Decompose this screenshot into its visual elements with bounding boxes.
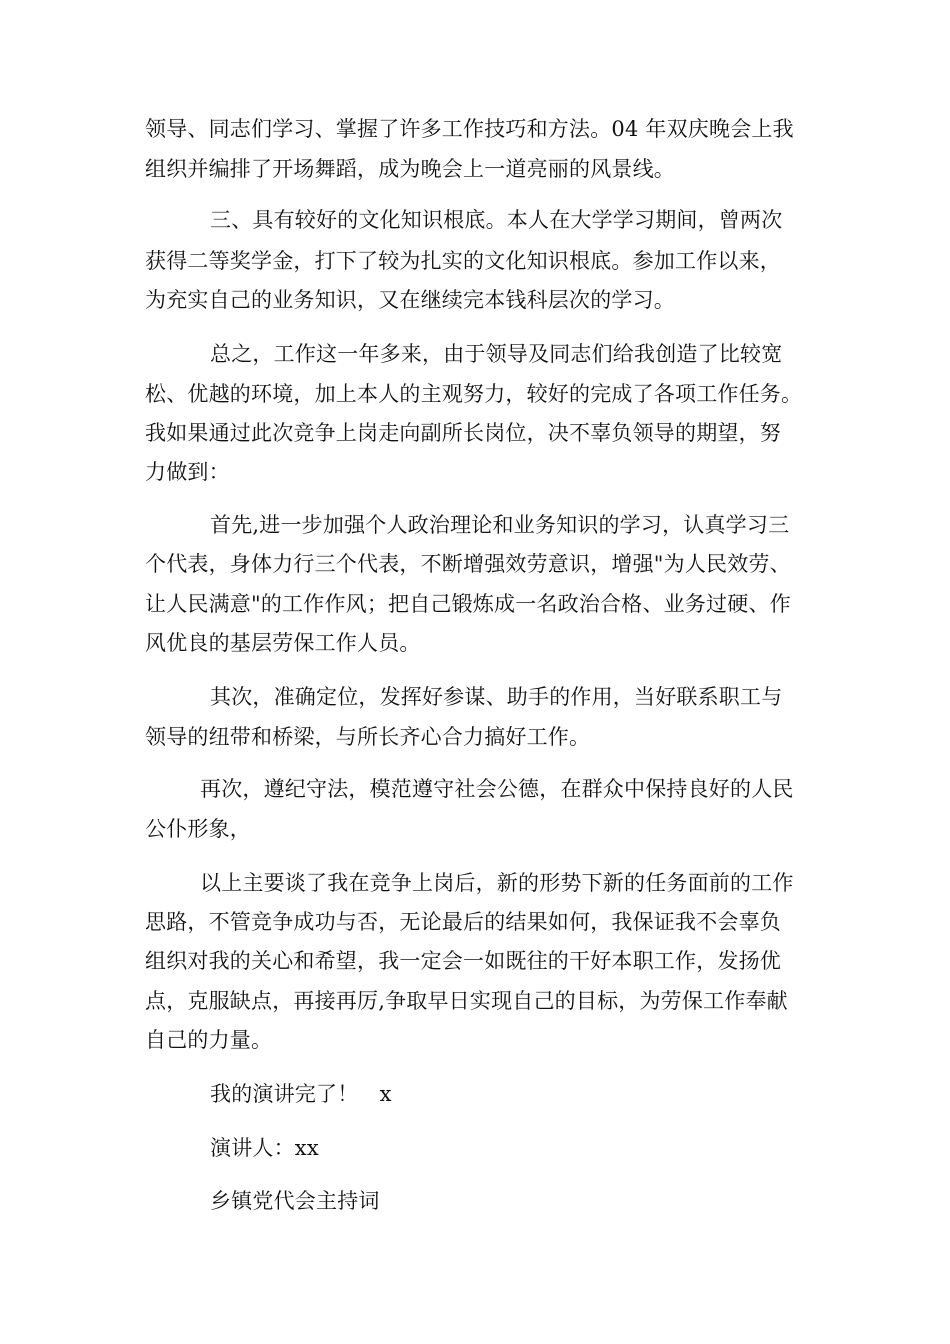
speaker-line: 演讲人：xx (210, 1136, 319, 1160)
paragraph-7-line-2: 思路，不管竞争成功与否，无论最后的结果如何，我保证我不会辜负 (145, 910, 781, 934)
paragraph-2-line-3: 为充实自己的业务知识，又在继续完本钱科层次的学习。 (145, 288, 675, 312)
paragraph-2-line-1: 三、具有较好的文化知识根底。本人在大学学习期间，曾两次 (210, 208, 783, 232)
paragraph-7-line-5: 自己的力量。 (145, 1028, 273, 1052)
paragraph-1-line-1: 领导、同志们学习、掌握了许多工作技巧和方法。04 年双庆晚会上我 (145, 117, 794, 141)
closing-statement: 我的演讲完了！ x (210, 1082, 392, 1106)
paragraph-4-line-1: 首先,进一步加强个人政治理论和业务知识的学习，认真学习三 (210, 513, 790, 537)
paragraph-3-line-1: 总之，工作这一年多来，由于领导及同志们给我创造了比较宽 (210, 342, 783, 366)
paragraph-5-line-1: 其次，准确定位，发挥好参谋、助手的作用，当好联系职工与 (210, 685, 783, 709)
paragraph-4-line-3: 让人民满意"的工作作风；把自己锻炼成一名政治合格、业务过硬、作 (145, 592, 791, 616)
paragraph-6-line-2: 公仆形象， (145, 817, 251, 841)
paragraph-7-line-3: 组织对我的关心和希望，我一定会一如既往的干好本职工作，发扬优 (145, 949, 781, 973)
paragraph-4-line-2: 个代表，身体力行三个代表，不断增强效劳意识，增强"为人民效劳、 (145, 552, 791, 576)
paragraph-7-line-4: 点，克服缺点，再接再厉,争取早日实现自己的目标，为劳保工作奉献 (145, 989, 788, 1013)
next-section-title: 乡镇党代会主持词 (210, 1189, 380, 1213)
paragraph-7-line-1: 以上主要谈了我在竞争上岗后，新的形势下新的任务面前的工作 (200, 871, 794, 895)
paragraph-3-line-3: 我如果通过此次竞争上岗走向副所长岗位，决不辜负领导的期望，努 (145, 421, 781, 445)
paragraph-2-line-2: 获得二等奖学金，打下了较为扎实的文化知识根底。参加工作以来， (145, 249, 781, 273)
paragraph-6-line-1: 再次，遵纪守法，模范遵守社会公德，在群众中保持良好的人民 (200, 777, 794, 801)
paragraph-1-line-2: 组织并编排了开场舞蹈，成为晚会上一道亮丽的风景线。 (145, 157, 675, 181)
paragraph-3-line-4: 力做到： (145, 460, 230, 484)
paragraph-3-line-2: 松、优越的环境，加上本人的主观努力，较好的完成了各项工作任务。 (145, 382, 803, 406)
paragraph-4-line-4: 风优良的基层劳保工作人员。 (145, 631, 421, 655)
paragraph-5-line-2: 领导的纽带和桥梁，与所长齐心合力搞好工作。 (145, 725, 591, 749)
